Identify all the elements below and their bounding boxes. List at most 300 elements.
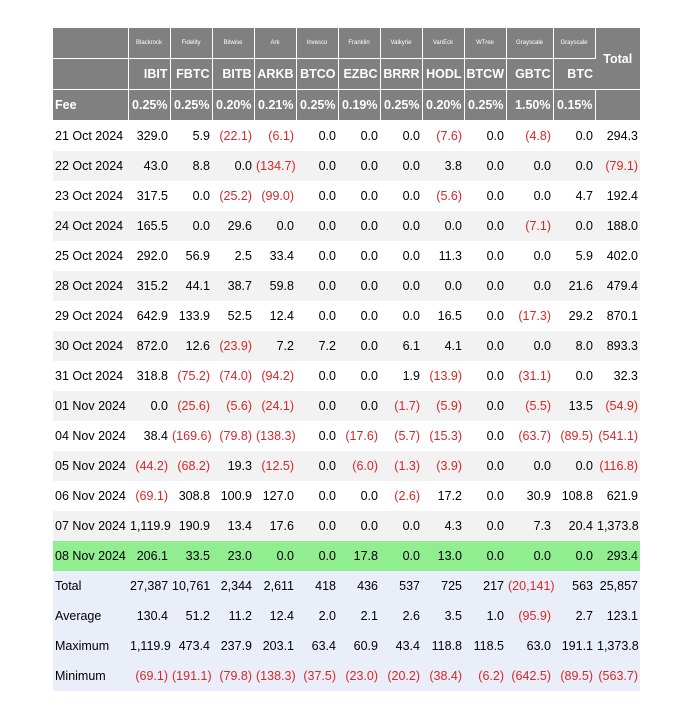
flow-value: 23.0 bbox=[212, 541, 254, 571]
ticker-label: BTCW bbox=[464, 59, 506, 90]
flow-value: 0.0 bbox=[553, 151, 595, 181]
summary-value: (38.4) bbox=[422, 661, 464, 691]
flow-value: 0.0 bbox=[318, 189, 336, 203]
issuer-label: Fidelity bbox=[170, 28, 212, 59]
ticker-label: ARKB bbox=[254, 59, 296, 90]
flow-value: 30.9 bbox=[526, 489, 551, 503]
summary-value: 27,387 bbox=[128, 571, 170, 601]
row-total: (116.8) bbox=[595, 451, 640, 481]
flow-value: 315.2 bbox=[128, 271, 170, 301]
summary-value: 537 bbox=[380, 571, 422, 601]
summary-value: 63.0 bbox=[506, 631, 553, 661]
flow-value: 0.0 bbox=[318, 429, 336, 443]
flow-value: 0.0 bbox=[318, 489, 336, 503]
flow-value: 44.1 bbox=[170, 271, 212, 301]
row-total: (79.1) bbox=[595, 151, 640, 181]
table-row bbox=[53, 151, 640, 181]
summary-value: (642.5) bbox=[506, 661, 553, 691]
summary-value: 1,119.9 bbox=[128, 631, 170, 661]
row-date: 21 Oct 2024 bbox=[55, 129, 124, 143]
summary-value: (79.8) bbox=[212, 661, 254, 691]
flow-value: (89.5) bbox=[560, 429, 593, 443]
flow-value: 17.6 bbox=[254, 511, 296, 541]
summary-label: Minimum bbox=[53, 661, 128, 691]
daily-flows-body bbox=[53, 121, 640, 572]
row-date: 29 Oct 2024 bbox=[55, 309, 124, 323]
row-total: 32.3 bbox=[613, 369, 638, 383]
summary-value: 43.4 bbox=[380, 631, 422, 661]
flow-value: 0.0 bbox=[486, 129, 504, 143]
row-total: 893.3 bbox=[595, 331, 640, 361]
flow-value: 0.0 bbox=[296, 451, 338, 481]
row-date: 08 Nov 2024 bbox=[53, 541, 128, 571]
flow-value: 165.5 bbox=[128, 211, 170, 241]
summary-value: (95.9) bbox=[506, 601, 553, 631]
flow-value: 0.0 bbox=[380, 271, 422, 301]
flow-value: 19.3 bbox=[212, 451, 254, 481]
summary-value: (191.1) bbox=[170, 661, 212, 691]
flow-value: 0.0 bbox=[296, 541, 338, 571]
row-date: 06 Nov 2024 bbox=[55, 489, 126, 503]
flow-value: 0.0 bbox=[486, 189, 504, 203]
flow-value: 11.3 bbox=[438, 249, 462, 263]
flow-value: (7.1) bbox=[506, 211, 553, 241]
flow-value: 0.0 bbox=[128, 391, 170, 421]
flow-value: 0.0 bbox=[318, 249, 336, 263]
summary-row bbox=[53, 661, 640, 691]
flow-value: (1.7) bbox=[380, 391, 422, 421]
flow-value: 0.0 bbox=[360, 129, 378, 143]
issuer-label: Valkyrie bbox=[380, 28, 422, 59]
flow-value: 0.0 bbox=[318, 129, 336, 143]
table-row bbox=[53, 451, 640, 481]
issuer-label: Blackrock bbox=[128, 28, 170, 59]
flow-value: 0.0 bbox=[254, 211, 296, 241]
row-total: 192.4 bbox=[606, 189, 638, 203]
table-row bbox=[53, 271, 640, 301]
flow-value: (31.1) bbox=[518, 369, 551, 383]
flow-value: (44.2) bbox=[128, 451, 170, 481]
summary-value: 217 bbox=[464, 571, 506, 601]
summary-value: 10,761 bbox=[170, 571, 212, 601]
flow-value: 1.9 bbox=[402, 369, 420, 383]
summary-value: 3.5 bbox=[422, 601, 464, 631]
row-date: 24 Oct 2024 bbox=[53, 211, 128, 241]
flow-value: 12.4 bbox=[269, 309, 294, 323]
flow-value: (4.8) bbox=[525, 129, 551, 143]
flow-value: 0.0 bbox=[192, 189, 210, 203]
flow-value: (24.1) bbox=[254, 391, 296, 421]
summary-value: 2.1 bbox=[338, 601, 380, 631]
table-row bbox=[53, 541, 640, 571]
ticker-header-row bbox=[53, 59, 640, 90]
flow-value: 0.0 bbox=[464, 271, 506, 301]
flow-value: 7.3 bbox=[506, 511, 553, 541]
flow-value: 1,119.9 bbox=[128, 511, 170, 541]
flow-value: 0.0 bbox=[296, 151, 338, 181]
flow-value: 0.0 bbox=[422, 271, 464, 301]
flow-value: 318.8 bbox=[136, 369, 168, 383]
flow-value: 0.0 bbox=[338, 331, 380, 361]
flow-value: 0.0 bbox=[464, 211, 506, 241]
summary-value: 11.2 bbox=[212, 601, 254, 631]
fee-value: 0.25% bbox=[296, 90, 338, 121]
summary-value: (89.5) bbox=[553, 661, 595, 691]
flow-value: 0.0 bbox=[464, 541, 506, 571]
summary-value: 725 bbox=[422, 571, 464, 601]
issuer-label: Franklin bbox=[338, 28, 380, 59]
flow-value: (15.3) bbox=[429, 429, 462, 443]
flow-value: 329.0 bbox=[136, 129, 168, 143]
flow-value: 0.0 bbox=[533, 189, 551, 203]
etf-flows-table bbox=[53, 28, 640, 691]
flow-value: 16.5 bbox=[437, 309, 462, 323]
flow-value: 0.0 bbox=[506, 151, 553, 181]
row-date: 28 Oct 2024 bbox=[53, 271, 128, 301]
flow-value: 8.0 bbox=[553, 331, 595, 361]
fee-value: 0.15% bbox=[553, 90, 595, 121]
flow-value: 100.9 bbox=[220, 489, 252, 503]
summary-label: Average bbox=[53, 601, 128, 631]
summary-value: 118.5 bbox=[464, 631, 506, 661]
summary-value: (37.5) bbox=[296, 661, 338, 691]
flow-value: 0.0 bbox=[338, 391, 380, 421]
flow-value: 0.0 bbox=[296, 391, 338, 421]
summary-value: 2.6 bbox=[380, 601, 422, 631]
flow-value: (23.9) bbox=[212, 331, 254, 361]
flow-value: 4.1 bbox=[422, 331, 464, 361]
flow-value: 0.0 bbox=[212, 151, 254, 181]
summary-value: 130.4 bbox=[128, 601, 170, 631]
flow-value: (22.1) bbox=[219, 129, 252, 143]
row-total: 294.3 bbox=[606, 129, 638, 143]
summary-value: (69.1) bbox=[128, 661, 170, 691]
row-total: 293.4 bbox=[595, 541, 640, 571]
flow-value: (74.0) bbox=[219, 369, 252, 383]
flow-value: 4.3 bbox=[422, 511, 464, 541]
flow-value: 0.0 bbox=[402, 189, 420, 203]
flow-value: (7.6) bbox=[436, 129, 462, 143]
flow-value: 5.9 bbox=[192, 129, 210, 143]
summary-value: 203.1 bbox=[254, 631, 296, 661]
fee-value: 0.25% bbox=[380, 90, 422, 121]
flow-value: 0.0 bbox=[575, 129, 593, 143]
flow-value: 56.9 bbox=[185, 249, 210, 263]
flow-value: 0.0 bbox=[338, 271, 380, 301]
flow-value: 0.0 bbox=[338, 151, 380, 181]
total-column-header: Total bbox=[595, 28, 640, 90]
flow-value: (69.1) bbox=[135, 489, 168, 503]
flow-value: 0.0 bbox=[506, 541, 553, 571]
flow-value: 52.5 bbox=[227, 309, 252, 323]
flow-value: 0.0 bbox=[533, 249, 551, 263]
flow-value: 127.0 bbox=[262, 489, 294, 503]
summary-row bbox=[53, 601, 640, 631]
row-date: 01 Nov 2024 bbox=[53, 391, 128, 421]
row-date: 30 Oct 2024 bbox=[53, 331, 128, 361]
flow-value: 0.0 bbox=[486, 369, 504, 383]
ticker-label: IBIT bbox=[128, 59, 170, 90]
table-row bbox=[53, 301, 640, 331]
flow-value: 0.0 bbox=[380, 211, 422, 241]
ticker-label: HODL bbox=[422, 59, 464, 90]
flow-value: (5.5) bbox=[506, 391, 553, 421]
flow-value: 17.2 bbox=[437, 489, 462, 503]
flow-value: 33.5 bbox=[170, 541, 212, 571]
issuer-label: VanEck bbox=[422, 28, 464, 59]
summary-value: (20.2) bbox=[380, 661, 422, 691]
flow-value: 0.0 bbox=[553, 541, 595, 571]
flow-value: 59.8 bbox=[254, 271, 296, 301]
flow-value: (94.2) bbox=[261, 369, 294, 383]
fee-value: 1.50% bbox=[506, 90, 553, 121]
flow-value: 0.0 bbox=[296, 271, 338, 301]
ticker-label: BITB bbox=[212, 59, 254, 90]
flow-value: 0.0 bbox=[486, 249, 504, 263]
table-row bbox=[53, 121, 640, 152]
flow-value: 3.8 bbox=[422, 151, 464, 181]
summary-value: 2,344 bbox=[212, 571, 254, 601]
flow-value: (13.9) bbox=[429, 369, 462, 383]
flow-value: 0.0 bbox=[170, 211, 212, 241]
table-row bbox=[53, 181, 640, 211]
flow-value: 0.0 bbox=[360, 369, 378, 383]
table-row bbox=[53, 361, 640, 391]
fee-value: 0.20% bbox=[212, 90, 254, 121]
flow-value: (75.2) bbox=[177, 369, 210, 383]
flow-value: 0.0 bbox=[296, 511, 338, 541]
summary-total: 1,373.8 bbox=[595, 631, 640, 661]
flow-value: 0.0 bbox=[553, 451, 595, 481]
summary-value: 63.4 bbox=[296, 631, 338, 661]
flow-value: 0.0 bbox=[338, 211, 380, 241]
summary-total: 25,857 bbox=[595, 571, 640, 601]
summary-value: 473.4 bbox=[170, 631, 212, 661]
flow-value: 7.2 bbox=[296, 331, 338, 361]
flow-value: (134.7) bbox=[254, 151, 296, 181]
row-total: 1,373.8 bbox=[595, 511, 640, 541]
summary-value: 1.0 bbox=[464, 601, 506, 631]
summary-value: 418 bbox=[296, 571, 338, 601]
flow-value: 17.8 bbox=[338, 541, 380, 571]
flow-value: 0.0 bbox=[486, 309, 504, 323]
fee-header-row bbox=[53, 90, 640, 121]
summary-row bbox=[53, 571, 640, 601]
fee-value: 0.19% bbox=[338, 90, 380, 121]
summary-value: 563 bbox=[553, 571, 595, 601]
row-total: 479.4 bbox=[595, 271, 640, 301]
fee-row-label: Fee bbox=[53, 90, 128, 121]
table-row bbox=[53, 511, 640, 541]
flow-value: 0.0 bbox=[553, 211, 595, 241]
flow-value: 21.6 bbox=[553, 271, 595, 301]
flow-value: 0.0 bbox=[575, 369, 593, 383]
row-total: 188.0 bbox=[595, 211, 640, 241]
flow-value: (25.2) bbox=[219, 189, 252, 203]
flow-value: 0.0 bbox=[464, 331, 506, 361]
flow-value: 0.0 bbox=[360, 189, 378, 203]
flow-value: 133.9 bbox=[178, 309, 210, 323]
issuer-label: Invesco bbox=[296, 28, 338, 59]
ticker-label: FBTC bbox=[170, 59, 212, 90]
row-total: (541.1) bbox=[598, 429, 638, 443]
fee-value: 0.25% bbox=[464, 90, 506, 121]
table-row bbox=[53, 211, 640, 241]
summary-value: 12.4 bbox=[254, 601, 296, 631]
flow-value: 0.0 bbox=[402, 129, 420, 143]
row-total: 870.1 bbox=[606, 309, 638, 323]
ticker-label: BTC bbox=[553, 59, 595, 90]
flow-value: 0.0 bbox=[422, 211, 464, 241]
summary-total: (563.7) bbox=[595, 661, 640, 691]
flow-value: 0.0 bbox=[318, 309, 336, 323]
flow-value: 20.4 bbox=[553, 511, 595, 541]
flow-value: 8.8 bbox=[170, 151, 212, 181]
row-date: 25 Oct 2024 bbox=[55, 249, 124, 263]
corner-cell bbox=[53, 59, 128, 90]
flow-value: 0.0 bbox=[464, 451, 506, 481]
issuer-label: WTree bbox=[464, 28, 506, 59]
flow-value: 0.0 bbox=[506, 271, 553, 301]
flow-value: 108.8 bbox=[561, 489, 593, 503]
summary-stats bbox=[53, 571, 640, 691]
flow-value: 38.4 bbox=[143, 429, 168, 443]
flow-value: (99.0) bbox=[261, 189, 294, 203]
fee-total-cell bbox=[595, 90, 640, 121]
issuer-label: Bitwise bbox=[212, 28, 254, 59]
flow-value: (17.3) bbox=[518, 309, 551, 323]
row-date: 07 Nov 2024 bbox=[53, 511, 128, 541]
flow-value: 0.0 bbox=[380, 541, 422, 571]
flow-value: (5.7) bbox=[394, 429, 420, 443]
summary-value: 2.7 bbox=[553, 601, 595, 631]
summary-label: Total bbox=[53, 571, 128, 601]
summary-value: (23.0) bbox=[338, 661, 380, 691]
issuer-label: Grayscale bbox=[506, 28, 553, 59]
flow-value: 0.0 bbox=[486, 489, 504, 503]
flow-value: 0.0 bbox=[380, 511, 422, 541]
fee-value: 0.20% bbox=[422, 90, 464, 121]
flow-value: 0.0 bbox=[464, 391, 506, 421]
summary-row bbox=[53, 631, 640, 661]
row-date: 05 Nov 2024 bbox=[53, 451, 128, 481]
fee-value: 0.21% bbox=[254, 90, 296, 121]
flow-value: (6.1) bbox=[268, 129, 294, 143]
issuer-label: Grayscale bbox=[553, 28, 595, 59]
flow-value: 190.9 bbox=[170, 511, 212, 541]
summary-value: 60.9 bbox=[338, 631, 380, 661]
flow-value: 0.0 bbox=[380, 151, 422, 181]
ticker-label: BRRR bbox=[380, 59, 422, 90]
table-row bbox=[53, 481, 640, 511]
flow-value: 6.1 bbox=[380, 331, 422, 361]
flow-value: (17.6) bbox=[345, 429, 378, 443]
table-row bbox=[53, 331, 640, 361]
flow-value: 308.8 bbox=[178, 489, 210, 503]
flow-value: 642.9 bbox=[136, 309, 168, 323]
flow-value: (5.9) bbox=[422, 391, 464, 421]
flow-value: 13.0 bbox=[422, 541, 464, 571]
flow-value: (3.9) bbox=[422, 451, 464, 481]
summary-value: 2.0 bbox=[296, 601, 338, 631]
flow-value: 29.6 bbox=[212, 211, 254, 241]
flow-value: 0.0 bbox=[402, 249, 420, 263]
flow-value: 7.2 bbox=[254, 331, 296, 361]
fee-value: 0.25% bbox=[170, 90, 212, 121]
ticker-label: BTCO bbox=[296, 59, 338, 90]
flow-value: 5.9 bbox=[575, 249, 593, 263]
flow-value: 2.5 bbox=[234, 249, 252, 263]
flow-value: (25.6) bbox=[170, 391, 212, 421]
flow-value: (5.6) bbox=[212, 391, 254, 421]
summary-value: 51.2 bbox=[170, 601, 212, 631]
table-row bbox=[53, 241, 640, 271]
flow-value: 0.0 bbox=[296, 211, 338, 241]
flow-value: (79.8) bbox=[219, 429, 252, 443]
flow-value: 43.0 bbox=[128, 151, 170, 181]
flow-value: 872.0 bbox=[128, 331, 170, 361]
flow-value: 33.4 bbox=[269, 249, 294, 263]
flow-value: (138.3) bbox=[256, 429, 296, 443]
corner-cell bbox=[53, 28, 128, 59]
flow-value: 13.4 bbox=[212, 511, 254, 541]
summary-value: 237.9 bbox=[212, 631, 254, 661]
row-total: 402.0 bbox=[606, 249, 638, 263]
flow-value: 4.7 bbox=[575, 189, 593, 203]
flow-value: 0.0 bbox=[360, 309, 378, 323]
row-date: 04 Nov 2024 bbox=[55, 429, 126, 443]
flow-value: 206.1 bbox=[128, 541, 170, 571]
flow-value: 0.0 bbox=[360, 249, 378, 263]
flow-value: 0.0 bbox=[464, 151, 506, 181]
flow-value: (169.6) bbox=[172, 429, 212, 443]
flow-value: 0.0 bbox=[360, 489, 378, 503]
table-row bbox=[53, 421, 640, 451]
issuer-label: Ark bbox=[254, 28, 296, 59]
table-row bbox=[53, 391, 640, 421]
flow-value: (63.7) bbox=[518, 429, 551, 443]
summary-value: 118.8 bbox=[422, 631, 464, 661]
flow-value: 29.2 bbox=[568, 309, 593, 323]
flow-value: 0.0 bbox=[402, 309, 420, 323]
row-date: 23 Oct 2024 bbox=[55, 189, 124, 203]
ticker-label: GBTC bbox=[506, 59, 553, 90]
flow-value: (12.5) bbox=[254, 451, 296, 481]
flow-value: 38.7 bbox=[212, 271, 254, 301]
flow-value: (1.3) bbox=[380, 451, 422, 481]
flow-value: 0.0 bbox=[254, 541, 296, 571]
flow-value: (68.2) bbox=[170, 451, 212, 481]
flow-value: 0.0 bbox=[318, 369, 336, 383]
flow-value: 0.0 bbox=[338, 511, 380, 541]
row-date: 31 Oct 2024 bbox=[55, 369, 124, 383]
fee-value: 0.25% bbox=[128, 90, 170, 121]
row-total: (54.9) bbox=[595, 391, 640, 421]
flow-value: (6.0) bbox=[338, 451, 380, 481]
summary-value: 2,611 bbox=[254, 571, 296, 601]
summary-value: (138.3) bbox=[254, 661, 296, 691]
row-date: 22 Oct 2024 bbox=[53, 151, 128, 181]
summary-value: 191.1 bbox=[553, 631, 595, 661]
flow-value: 0.0 bbox=[486, 429, 504, 443]
flow-value: (2.6) bbox=[394, 489, 420, 503]
summary-value: (20,141) bbox=[506, 571, 553, 601]
flow-value: 13.5 bbox=[553, 391, 595, 421]
row-total: 621.9 bbox=[606, 489, 638, 503]
flow-value: 317.5 bbox=[136, 189, 168, 203]
flow-value: (5.6) bbox=[436, 189, 462, 203]
flow-value: 0.0 bbox=[506, 451, 553, 481]
